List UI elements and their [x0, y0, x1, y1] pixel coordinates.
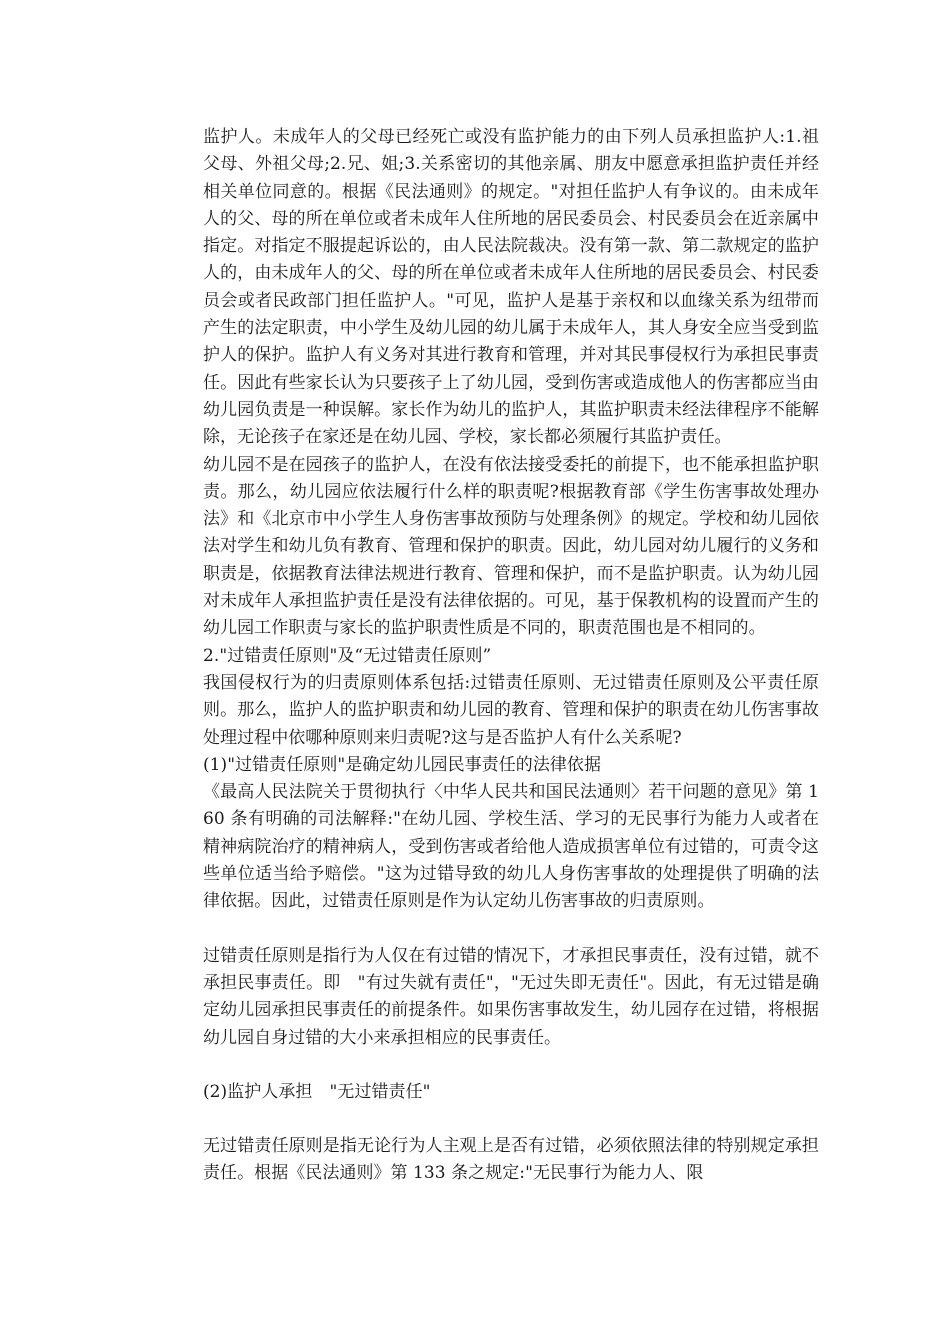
paragraph-spacer	[203, 1106, 819, 1133]
paragraph-spacer	[203, 1052, 819, 1079]
paragraph-no-fault-definition: 无过错责任原则是指无论行为人主观上是否有过错，必须依照法律的特别规定承担责任。根据《民法通则》第 133 条之规定:"无民事行为能力人、限	[203, 1136, 819, 1184]
subheading-no-fault-liability: (2)监护人承担 "无过错责任"	[203, 1081, 431, 1102]
section-heading-liability-principles: 2."过错责任原则"及“无过错责任原则”	[203, 645, 492, 666]
paragraph-liability-system: 我国侵权行为的归责原则体系包括:过错责任原则、无过错责任原则及公平责任原则。那么，监护人的监护职责和幼儿园的教育、管理和保护的职责在幼儿伤害事故处理过程中依哪种原则来归责呢?这与是否监护人有什么关系呢?	[203, 672, 819, 748]
paragraph-fault-liability-definition: 过错责任原则是指行为人仅在有过错的情况下，才承担民事责任，没有过错，就不承担民事责任。即 "有过失就有责任"，"无过失即无责任"。因此，有无过错是确定幼儿园承担民事责任的前提条件。如果伤害事故发生，幼儿园存在过错，将根据幼儿园自身过错的大小来承担相应的民事责任。	[203, 945, 819, 1048]
paragraph-guardian-definition: 监护人。未成年人的父母已经死亡或没有监护能力的由下列人员承担监护人:1.祖父母、外祖父母;2.兄、姐;3.关系密切的其他亲属、朋友中愿意承担监护责任并经相关单位同意的。根据《民法通则》的规定。"对担任监护人有争议的。由未成年人的父、母的所在单位或者未成年人住所地的居民委员会、村民委员会在近亲属中指定。对指定不服提起诉讼的，由人民法院裁决。没有第一款、第二款规定的监护人的，由未成年人的父、母的所在单位或者未成年人住所地的居民委员会、村民委员会或者民政部门担任监护人。"可见，监护人是基于亲权和以血缘关系为纽带而产生的法定职责，中小学生及幼儿园的幼儿属于未成年人，其人身安全应当受到监护人的保护。监护人有义务对其进行教育和管理，并对其民事侵权行为承担民事责任。因此有些家长认为只要孩子上了幼儿园，受到伤害或造成他人的伤害都应当由幼儿园负责是一种误解。家长作为幼儿的监护人，其监护职责未经法律程序不能解除，无论孩子在家还是在幼儿园、学校，家长都必须履行其监护责任。	[203, 127, 819, 448]
paragraph-spacer	[203, 916, 819, 943]
subheading-fault-liability: (1)"过错责任原则"是确定幼儿园民事责任的法律依据	[203, 754, 602, 775]
document-page	[203, 124, 819, 1188]
paragraph-kindergarten-duties: 幼儿园不是在园孩子的监护人，在没有依法接受委托的前提下，也不能承担监护职责。那么，幼儿园应依法履行什么样的职责呢?根据教育部《学生伤害事故处理办法》和《北京市中小学生人身伤害事故预防与处理条例》的规定。学校和幼儿园依法对学生和幼儿负有教育、管理和保护的职责。因此，幼儿园对幼儿履行的义务和职责是，依据教育法律法规进行教育、管理和保护，而不是监护职责。认为幼儿园对未成年人承担监护责任是没有法律依据的。可见，基于保教机构的设置而产生的幼儿园工作职责与家长的监护职责性质是不同的，职责范围也是不相同的。	[203, 454, 819, 639]
paragraph-judicial-interpretation: 《最高人民法院关于贯彻执行〈中华人民共和国民法通则〉若干问题的意见》第 160 条有明确的司法解释:"在幼儿园、学校生活、学习的无民事行为能力人或者在精神病院治疗的精神病人，受到伤害或者给他人造成损害单位有过错的，可责令这些单位适当给予赔偿。"这为过错导致的幼儿人身伤害事故的处理提供了明确的法律依据。因此，过错责任原则是作为认定幼儿伤害事故的归责原则。	[203, 782, 819, 912]
